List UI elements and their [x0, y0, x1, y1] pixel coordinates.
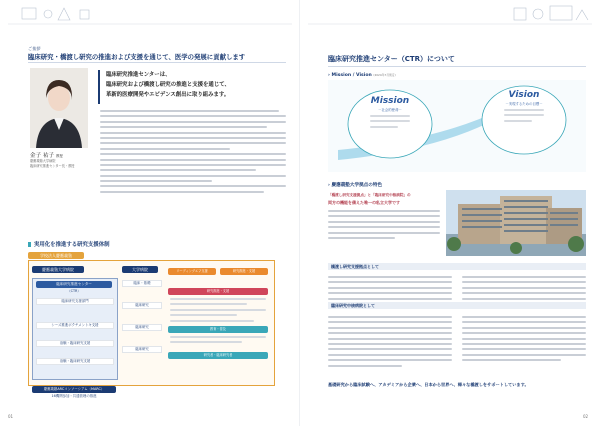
director-name: 金子 祐子	[30, 153, 55, 159]
chevron-right-icon: ›	[328, 73, 330, 78]
org-node-left-4: 治験・臨床研究支援	[36, 358, 114, 365]
director-suffix: 教授	[55, 154, 63, 158]
support-structure-title-text: 実用化を推進する研究支援体制	[34, 242, 110, 248]
org-chart	[28, 252, 273, 400]
support-structure-title	[28, 240, 109, 248]
header-illustration-right	[300, 0, 600, 40]
org-node-left-2: シーズ推進ボクチメントキ支援	[36, 322, 114, 329]
org-node-left-1: 臨床研究支援部門	[36, 298, 114, 305]
mission-text	[370, 115, 410, 131]
org-school: 学校法人慶應義塾	[28, 252, 84, 259]
lead-line-1: 臨床研究推進センターは、	[106, 72, 171, 78]
mission-title: Mission	[370, 96, 410, 106]
org-node-left-3: 治験・臨床研究支援	[36, 340, 114, 347]
features-title: 慶應義塾大学拠点の特色	[331, 183, 383, 188]
ctr-about-title: 臨床研究推進センター（CTR）について	[328, 55, 455, 63]
org-node-right-3: 研究推進・支援	[168, 288, 268, 295]
org-node-mid-4: 臨床研究	[122, 346, 162, 353]
org-node-mid-2: 臨床研究	[122, 302, 162, 309]
hospital-photo	[446, 190, 586, 256]
org-right-details-2	[170, 336, 266, 347]
lead-text	[106, 70, 230, 100]
ctr-label: 臨床研究推進センター	[36, 281, 112, 288]
ctr-title-divider	[328, 66, 586, 67]
mission-sub: －社会的使命－	[378, 108, 402, 112]
org-node-right-2: 研究推進・支援	[220, 268, 268, 275]
features-body	[328, 210, 440, 242]
org-right-details	[170, 298, 266, 325]
vision-sub: －実現するための目標－	[505, 102, 543, 106]
lead-line-2: 臨床研究および橋渡し研究の推進と支援を通じて、	[106, 82, 230, 88]
support2-col2	[462, 316, 586, 365]
page-number-right: 02	[583, 414, 589, 419]
section-kicker: ご挨拶	[28, 46, 41, 51]
features-lead	[328, 192, 440, 206]
vision-text	[504, 109, 544, 125]
org-node-right-5: 研究者・臨床研究者	[168, 352, 268, 359]
ctr-sub: （CTR）	[67, 289, 81, 293]
director-portrait-icon	[30, 68, 88, 148]
lead-line-3: 革新的医療開発やエビデンス創出に取り組みます。	[106, 92, 230, 98]
bullet-icon	[28, 242, 31, 247]
footer-message: 基礎研究から臨床試験へ、アカデミアから企業へ、日本から世界へ、様々な橋渡しをサポートしています。	[328, 382, 529, 387]
greeting-body	[100, 110, 286, 196]
greeting-title: 臨床研究・橋渡し研究の推進および支援を通じて、医学の発展に貢献します	[28, 53, 246, 61]
org-node-right-4: 教育・普及	[168, 326, 268, 333]
header-illustration-left	[0, 0, 300, 40]
org-university: 大学病院	[122, 266, 158, 273]
features-lead-2: 両方の機能を備えた唯一の私立大学です	[328, 200, 400, 205]
vision-title: Vision	[508, 90, 540, 100]
org-hospital: 慶應義塾大学病院	[32, 266, 84, 273]
director-title-2: 臨床研究推進センター長・教授	[30, 164, 75, 168]
support2-title: 臨床研究中核病院として	[331, 303, 375, 308]
org-node-mid-3: 臨床研究	[122, 324, 162, 331]
page-number-left: 01	[8, 414, 14, 419]
page-fold	[299, 0, 300, 426]
org-marc-sub: 16機関参加・共通管理の推進	[51, 394, 97, 398]
features-lead-1: 「橋渡し研究支援拠点」と「臨床研究中核病院」の	[328, 193, 411, 197]
support1-title: 橋渡し研究支援拠点として	[331, 264, 379, 269]
org-node-mid-1: 臨床・基礎	[122, 280, 162, 287]
org-marc: 慶應義塾ARCコンソーシアム（MARC）	[32, 386, 116, 393]
title-divider	[28, 62, 286, 63]
chevron-right-icon: ›	[328, 183, 330, 188]
director-title-1: 慶應義塾大学病院	[30, 159, 56, 163]
lead-bar	[98, 70, 100, 104]
right-page	[300, 0, 600, 426]
org-node-right-1: リーディングエフ支援	[168, 268, 216, 275]
support2-col1	[328, 316, 452, 370]
director-photo	[30, 68, 88, 148]
mv-sub: (2024年7月策定)	[373, 73, 396, 77]
mv-label: Mission / Vision	[331, 73, 372, 78]
